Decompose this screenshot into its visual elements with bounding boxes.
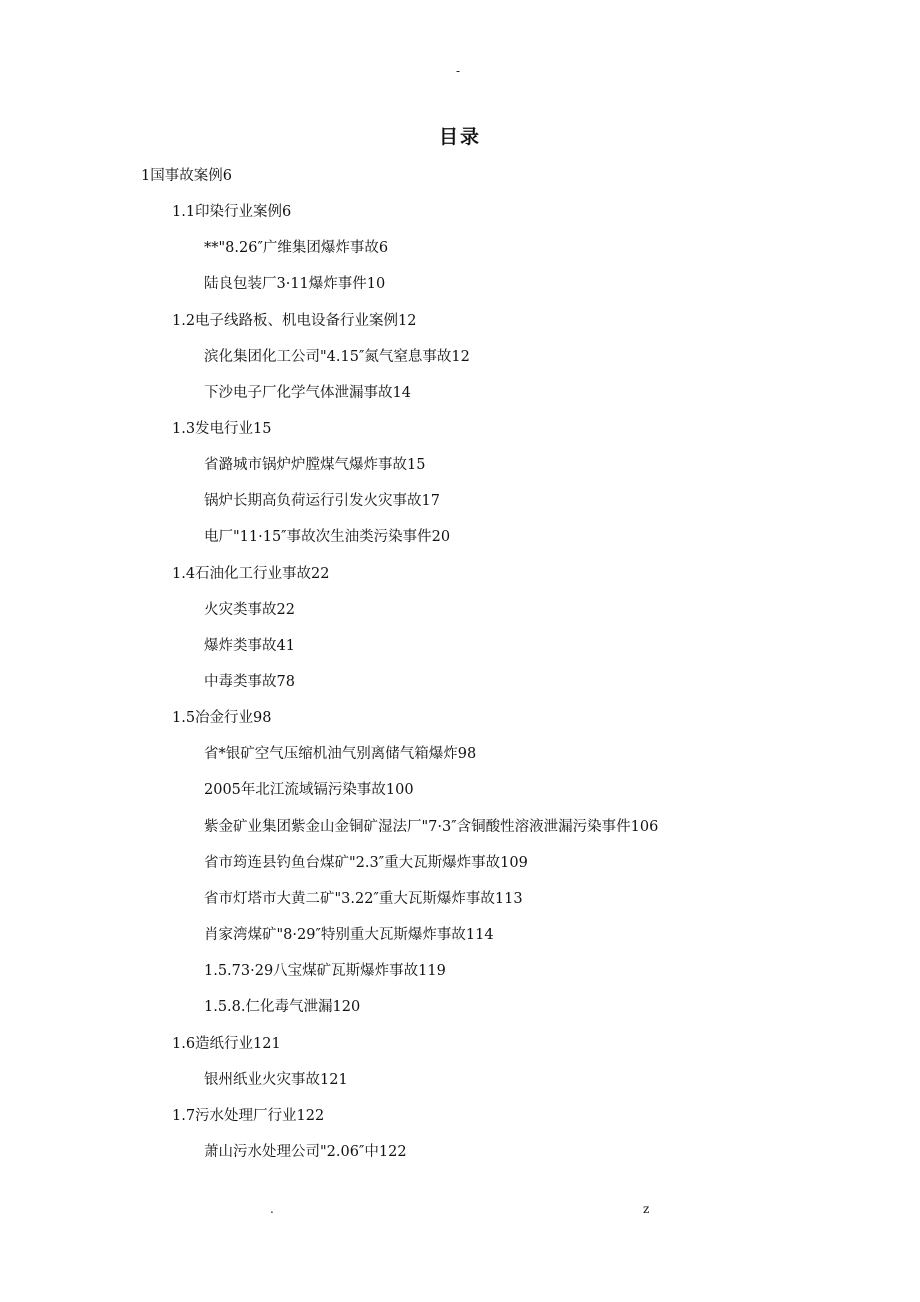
footer-left-mark: . xyxy=(270,1202,274,1216)
footer-right-mark: z xyxy=(643,1202,650,1216)
toc-entry[interactable]: 1.5.73·29八宝煤矿瓦斯爆炸事故119 xyxy=(204,963,446,979)
toc-entry[interactable]: 爆炸类事故41 xyxy=(204,638,295,654)
toc-entry[interactable]: 1.6造纸行业121 xyxy=(172,1036,281,1052)
toc-entry[interactable]: **"8.26″广维集团爆炸事故6 xyxy=(204,240,389,256)
toc-entry[interactable]: 1.7污水处理厂行业122 xyxy=(172,1108,325,1124)
toc-entry[interactable]: 1.2电子线路板、机电设备行业案例12 xyxy=(172,313,417,329)
header-mark: - xyxy=(456,64,461,78)
toc-entry[interactable]: 省潞城市锅炉炉膛煤气爆炸事故15 xyxy=(204,457,426,473)
toc-entry[interactable]: 1.5.8.仁化毒气泄漏120 xyxy=(204,999,361,1015)
toc-entry[interactable]: 肖家湾煤矿"8·29″特别重大瓦斯爆炸事故114 xyxy=(204,927,494,943)
toc-entry[interactable]: 火灾类事故22 xyxy=(204,602,295,618)
toc-entry[interactable]: 电厂"11·15″事故次生油类污染事件20 xyxy=(204,529,451,545)
toc-entry[interactable]: 省*银矿空气压缩机油气别离储气箱爆炸98 xyxy=(204,746,477,762)
toc-entry[interactable]: 滨化集团化工公司"4.15″氮气窒息事故12 xyxy=(204,349,470,365)
toc-entry[interactable]: 锅炉长期高负荷运行引发火灾事故17 xyxy=(204,493,440,509)
toc-entry[interactable]: 1.4石油化工行业事故22 xyxy=(172,566,330,582)
toc-entry[interactable]: 萧山污水处理公司"2.06″中122 xyxy=(204,1144,407,1160)
toc-entry[interactable]: 1.1印染行业案例6 xyxy=(172,204,292,220)
toc-entry[interactable]: 省市筠连县钓鱼台煤矿"2.3″重大瓦斯爆炸事故109 xyxy=(204,855,528,871)
toc-entry[interactable]: 紫金矿业集团紫金山金铜矿湿法厂"7·3″含铜酸性溶液泄漏污染事件106 xyxy=(204,819,659,835)
toc-entry[interactable]: 2005年北江流域镉污染事故100 xyxy=(204,782,414,798)
toc-entry[interactable]: 1.3发电行业15 xyxy=(172,421,272,437)
toc-entry[interactable]: 银州纸业火灾事故121 xyxy=(204,1072,348,1088)
page-title: 目录 xyxy=(438,126,481,148)
toc-entry[interactable]: 1.5冶金行业98 xyxy=(172,710,272,726)
toc-entry[interactable]: 陆良包装厂3·11爆炸事件10 xyxy=(204,276,386,292)
toc-entry[interactable]: 省市灯塔市大黄二矿"3.22″重大瓦斯爆炸事故113 xyxy=(204,891,523,907)
toc-entry[interactable]: 中毒类事故78 xyxy=(204,674,295,690)
toc-entry[interactable]: 下沙电子厂化学气体泄漏事故14 xyxy=(204,385,411,401)
toc-entry[interactable]: 1国事故案例6 xyxy=(141,168,232,184)
